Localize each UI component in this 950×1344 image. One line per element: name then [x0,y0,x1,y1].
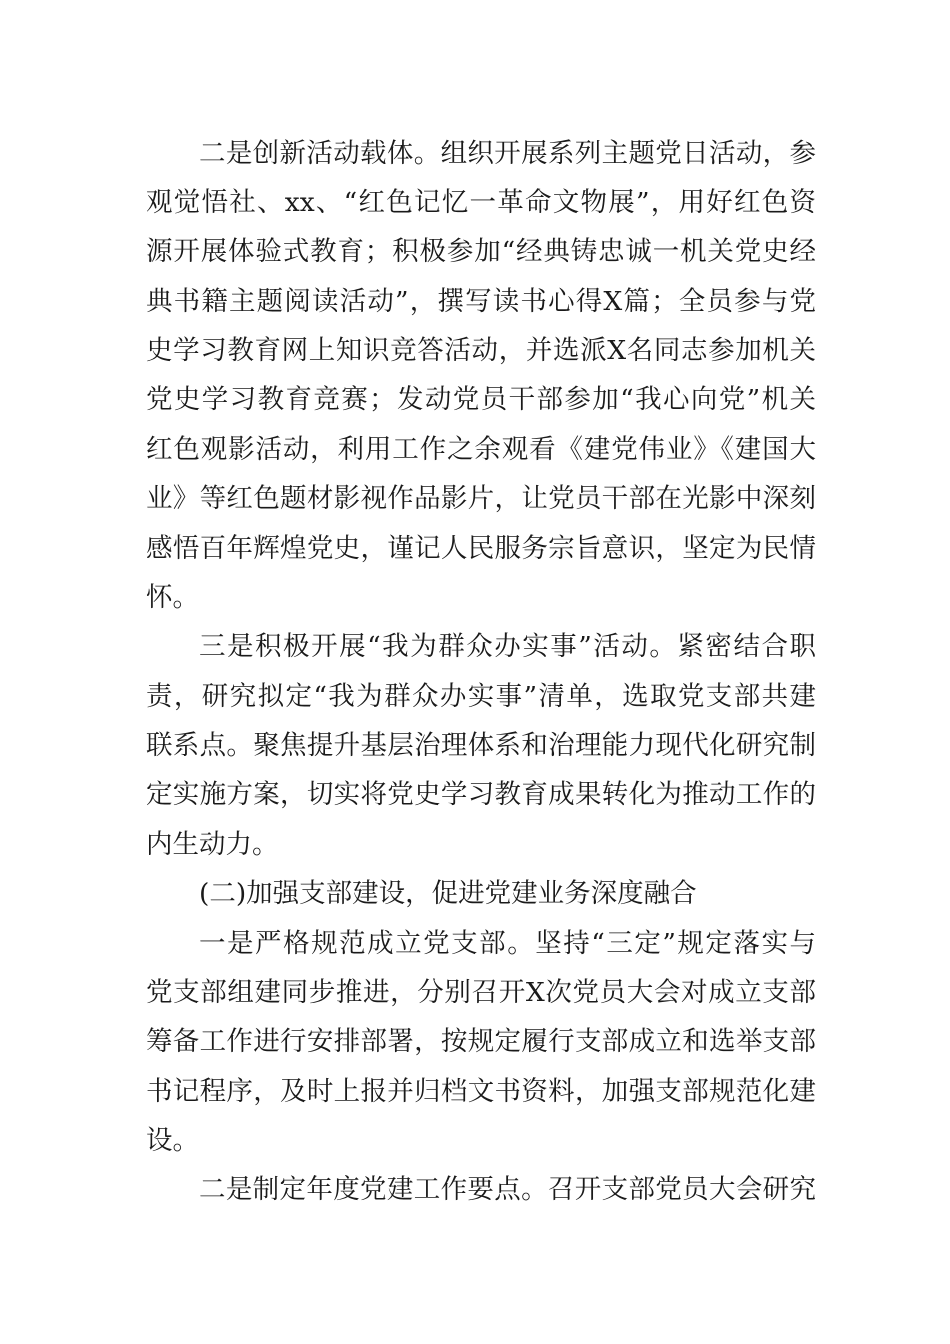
paragraph-line: 三是积极开展“我为群众办实事”活动。紧密结合职 [199,631,816,662]
paragraph-line: 红色观影活动，利用工作之余观看《建党伟业》《建国大 [146,434,816,465]
paragraph-line: 党支部组建同步推进，分别召开X次党员大会对成立支部 [146,977,816,1008]
paragraph-line: 联系点。聚焦提升基层治理体系和治理能力现代化研究制 [146,730,816,761]
section-heading: (二)加强支部建设，促进党建业务深度融合 [199,878,697,909]
paragraph-line: 责，研究拟定“我为群众办实事”清单，选取党支部共建 [146,681,816,712]
paragraph-line: 二是制定年度党建工作要点。召开支部党员大会研究 [199,1174,816,1205]
paragraph-line: 党史学习教育竞赛；发动党员干部参加“我心向党”机关 [146,384,816,415]
paragraph-line: 源开展体验式教育；积极参加“经典铸忠诚一机关党史经 [146,236,816,267]
paragraph-line: 观觉悟社、xx、“红色记忆一革命文物展”，用好红色资 [146,187,816,218]
paragraph-line: 设。 [146,1125,199,1156]
paragraph-line: 业》等红色题材影视作品影片，让党员干部在光影中深刻 [146,483,816,514]
paragraph-line: 怀。 [146,582,199,613]
paragraph-line: 定实施方案，切实将党史学习教育成果转化为推动工作的 [146,779,816,810]
paragraph-line: 书记程序，及时上报并归档文书资料，加强支部规范化建 [146,1076,816,1107]
paragraph-line: 史学习教育网上知识竞答活动，并选派X名同志参加机关 [146,335,816,366]
paragraph-line: 感悟百年辉煌党史，谨记人民服务宗旨意识，坚定为民情 [146,533,816,564]
paragraph-line: 筹备工作进行安排部署，按规定履行支部成立和选举支部 [146,1026,816,1057]
paragraph-line: 内生动力。 [146,829,279,860]
paragraph-line: 二是创新活动载体。组织开展系列主题党日活动，参 [199,138,816,169]
paragraph-line: 一是严格规范成立党支部。坚持“三定”规定落实与 [199,928,816,959]
paragraph-line: 典书籍主题阅读活动”，撰写读书心得X篇；全员参与党 [146,286,816,317]
